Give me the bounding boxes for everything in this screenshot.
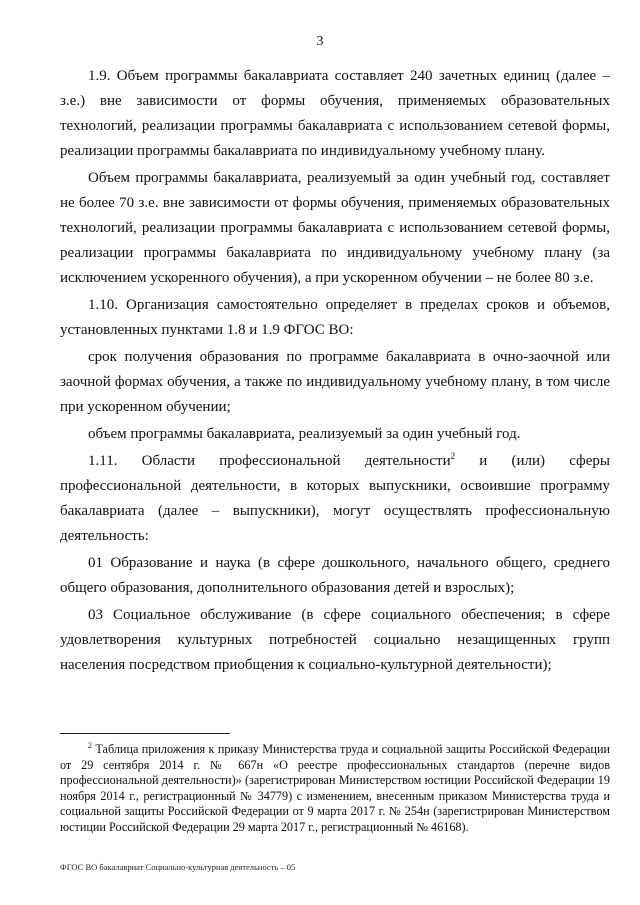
paragraph-1-9: 1.9. Объем программы бакалавриата составляет 240 зачетных единиц (далее – з.е.) вне зависимости от формы обучения, применяемых образовательных технологий, реализации программы бакалавриата с использованием сетевой формы, реализации программы бакалавриата по индивидуальному учебному плану.: [60, 68, 610, 159]
page-number: 3: [316, 34, 324, 49]
paragraph-annual-volume: Объем программы бакалавриата, реализуемый за один учебный год, составляет не более 70 з.е. вне зависимости от формы обучения, применяемых образовательных технологий, реализации программы бакалавриата с использованием сетевой формы, реализации программы бакалавриата по индивидуальному учебному плану (за исключением ускоренного обучения), а при ускоренном обучении – не более 80 з.е.: [60, 170, 610, 286]
document-body: [60, 64, 610, 678]
footnote-divider: [60, 733, 230, 734]
paragraph-area-01: 01 Образование и наука (в сфере дошкольного, начального общего, среднего общего образования, дополнительного образования детей и взрослых);: [60, 555, 610, 596]
page-footer: ФГОС ВО бакалавриат Социально-культурная деятельность – 05: [60, 862, 296, 872]
footnote-reference: 2: [450, 451, 456, 461]
paragraph-area-03: 03 Социальное обслуживание (в сфере социального обеспечения; в сфере удовлетворения культурных потребностей социально незащищенных групп населения посредством приобщения к социально-культурной деятельности);: [60, 607, 610, 673]
paragraph-1-11-end: и (или) сферы профессиональной деятельности, в которых выпускники, освоившие программу бакалавриата (далее – выпускники), могут осуществлять профессиональную деятельность:: [60, 453, 610, 544]
paragraph-1-11-start: 1.11. Области профессиональной деятельности: [88, 453, 451, 469]
footnote: [60, 742, 610, 836]
paragraph-annual-program-volume: объем программы бакалавриата, реализуемый за один учебный год.: [88, 426, 521, 442]
footnote-text: Таблица приложения к приказу Министерства труда и социальной защиты Российской Федерации от 29 сентября 2014 г. № 667н «О реестре профессиональных стандартов (перечне видов профессиональной деятельности)» (зарегистрирован Министерством юстиции Российской Федерации 19 ноября 2014 г., регистрационный № 34779) с изменением, внесенным приказом Министерства труда и социальной защиты Российской Федерации от 9 марта 2017 г. № 254н (зарегистрирован Министерством юстиции Российской Федерации 29 марта 2017 г., регистрационный № 46168).: [60, 742, 610, 834]
paragraph-1-11: [60, 449, 610, 549]
paragraph-1-10: 1.10. Организация самостоятельно определяет в пределах сроков и объемов, установленных пунктами 1.8 и 1.9 ФГОС ВО:: [60, 297, 610, 338]
footnote-mark: 2: [88, 740, 92, 750]
paragraph-study-period: срок получения образования по программе бакалавриата в очно-заочной или заочной формах обучения, а также по индивидуальному учебному плану, в том числе при ускоренном обучении;: [60, 349, 610, 415]
